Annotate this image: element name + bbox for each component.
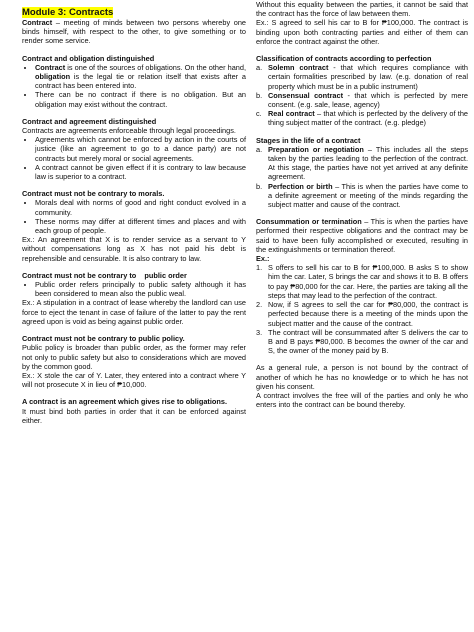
list-item: 1. S offers to sell his car to B for ₱100,000. B asks S to show him the car. Later, S brings the car and shows it to B. B offers to pay ₱80,000 for the car. Here, the parties are taking all the steps that may lead to the perfection of the contract. xyxy=(256,263,468,300)
list-contract-agreement xyxy=(22,135,246,181)
left-column xyxy=(22,0,246,425)
list-item: 3. The contract will be consummated after S delivers the car to B and B pays ₱80,000. B becomes the owner of the car and S, the owner of the money paid by B. xyxy=(256,327,468,356)
list-item: • Public order refers principally to public safety although it has been considered to mean also the public weal. xyxy=(35,280,246,298)
paragraph: A contract involves the free will of the parties and only he who enters into the contract can be bound thereby. xyxy=(256,390,468,410)
paragraph: It must bind both parties in order that it can be enforced against either. xyxy=(22,406,246,425)
list-contract-obligation xyxy=(22,63,246,109)
list-item: • Agreements which cannot be enforced by action in the courts of justice (like an agreement to go to a dance party) are not contracts but merely moral or social agreements. xyxy=(35,135,246,163)
list-item: • Morals deal with norms of good and right conduct evolved in a community. xyxy=(35,198,246,216)
heading-public-policy: Contract must not be contrary to public policy. xyxy=(22,334,185,344)
right-column xyxy=(256,0,468,409)
example-label: Ex.: xyxy=(256,254,270,264)
heading-contract-obligation: Contract and obligation distinguished xyxy=(22,53,155,63)
list-public-order xyxy=(22,280,246,298)
heading-perfection: Classification of contracts according to perfection xyxy=(256,54,432,64)
paragraph: Public policy is broader than public order, as the former may refer not only to public safety but also to considerations which are moved by the common good. xyxy=(22,343,246,371)
contract-term: Contract xyxy=(22,18,53,27)
example-public-order: Ex.: A stipulation in a contract of lease whereby the landlord can use force to eject the tenant in case of failure of the latter to pay the rent agreed upon is void as being against public order. xyxy=(22,298,246,326)
example-equality: Ex.: S agreed to sell his car to B for ₱100,000. The contract is binding upon both contracting parties and either of them can enforce the contract against the other. xyxy=(256,18,468,46)
heading-public-order: Contract must not be contrary to public order xyxy=(22,270,187,280)
contract-definition xyxy=(22,18,246,46)
paragraph: Without this equality between the parties, it cannot be said that the contract has the force of law between them. xyxy=(256,0,468,19)
paragraph: As a general rule, a person is not bound by the contract of another of which he has no knowledge or to which he has not given his consent. xyxy=(256,363,468,391)
example-public-policy: Ex.: X stole the car of Y. Later, they entered into a contract where Y will not prosecute X in lieu of ₱10,000. xyxy=(22,370,246,390)
list-item: • There can be no contract if there is no obligation. But an obligation may exist without the contract. xyxy=(35,90,246,108)
perfection-list xyxy=(256,63,468,127)
module-title: Module 3: Contracts xyxy=(22,7,114,18)
list-item: • These norms may differ at different times and places and with each group of people. xyxy=(35,217,246,235)
list-item: c. Real contract – that which is perfected by the delivery of the thing subject matter of the contract. (e.g. pledge) xyxy=(256,109,468,128)
list-item: b. Perfection or birth – This is when the parties have come to a definite agreement or meeting of the minds regarding the subject matter and cause of the contract. xyxy=(256,181,468,210)
list-item: b. Consensual contract - that which is perfected by mere consent. (e.g. sale, lease, agency) xyxy=(256,90,468,110)
consummation-paragraph: Consummation or termination – This is when the parties have performed their respective obligations and the contract may be said to have been fully accomplished or executed, resulting in the extinguishments or termination thereof. xyxy=(256,217,468,254)
stages-list xyxy=(256,145,468,209)
list-item: • Contract is one of the sources of obligations. On the other hand, obligation is the legal tie or relation itself that exists after a contract has been entered into. xyxy=(35,63,246,91)
heading-stages: Stages in the life of a contract xyxy=(256,135,361,145)
paragraph: Contracts are agreements enforceable through legal proceedings. xyxy=(22,126,236,136)
list-item: 2. Now, if S agrees to sell the car for ₱80,000, the contract is perfected because there is a meeting of the minds upon the subject matter and the cause of the contract. xyxy=(256,300,468,328)
list-morals xyxy=(22,198,246,235)
heading-contract-agreement: Contract and agreement distinguished xyxy=(22,116,157,126)
example-morals: Ex.: An agreement that X is to render service as a servant to Y without compensations long as X has not paid his debt is reprehensible and censurable. It is also contrary to law. xyxy=(22,235,246,263)
heading-obligations: A contract is an agreement which gives rise to obligations. xyxy=(22,397,227,407)
contract-definition-text: – meeting of minds between two persons whereby one binds himself, with respect to the other, to give something or to render some service. xyxy=(22,18,246,46)
heading-morals: Contract must not be contrary to morals. xyxy=(22,189,165,199)
consummation-examples xyxy=(256,263,468,355)
list-item: a. Preparation or negotiation – This includes all the steps taken by the parties leading to the perfection of the contract. At this stage, the parties have not yet arrived at any definite agreement. xyxy=(256,144,468,182)
list-item: • A contract cannot be given effect if it is contrary to law because law is superior to a contract. xyxy=(35,163,246,181)
list-item: a. Solemn contract - that which requires compliance with certain formalities prescribed by law. (e.g. donation of real property which must be in a public instrument) xyxy=(256,63,468,91)
